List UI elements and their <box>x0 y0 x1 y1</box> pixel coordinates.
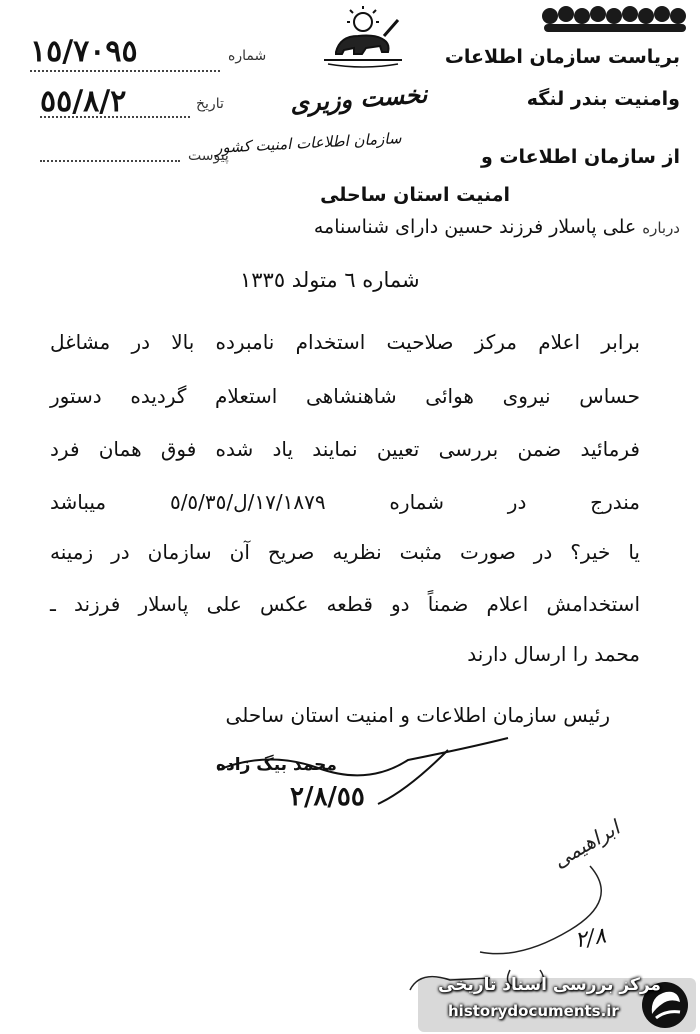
date-value: ٥٥/٨/٢ <box>40 84 127 119</box>
birth-line: شماره ٦ متولد ١٣٣٥ <box>240 268 420 292</box>
number-dotted-line <box>30 70 220 72</box>
paragraph-line-2: حساس نیروی هوائی شاهنشاهی استعلام گردیده دستور <box>50 384 640 408</box>
from-line-1: از سازمان اطلاعات و <box>480 146 680 168</box>
date-dotted-line <box>40 116 190 118</box>
number-label: شماره <box>228 48 267 64</box>
paragraph-line-7: محمد را ارسال دارند <box>467 642 640 666</box>
paragraph-line-5: یا خیر؟ در صورت مثبت نظریه صریح آن سازمان در زمینه <box>50 540 640 564</box>
ornamental-header-icon <box>540 2 690 40</box>
subject-text: علی پاسلار فرزند حسین دارای شناسنامه <box>313 216 637 238</box>
subject-label: درباره <box>642 219 680 237</box>
date-label: تاریخ <box>196 96 224 112</box>
signer-name: محمد بیگ زاده <box>216 755 337 775</box>
paragraph-line-3: فرمائید ضمن بررسی تعیین نمایند یاد شده فوق همان فرد <box>50 437 640 461</box>
prime-ministry-title: نخست وزیری <box>289 79 429 118</box>
watermark-en-text: historydocuments.ir <box>448 1002 619 1020</box>
subject-row <box>20 216 680 238</box>
paragraph-line-1: برابر اعلام مرکز صلاحیت استخدام نامبرده بالا در مشاغل <box>50 330 640 354</box>
signer-title: رئیس سازمان اطلاعات و امنیت استان ساحلی <box>225 703 610 727</box>
paragraph-line-6: استخدامش اعلام ضمناً دو قطعه عکس علی پاسلار فرزند ـ <box>50 592 640 616</box>
handwritten-note-ibrahimi: ابراهیمی <box>548 815 624 873</box>
handwritten-note-date: ٢/٨ <box>573 923 608 954</box>
addressee-line-1: بریاست سازمان اطلاعات <box>444 46 680 68</box>
number-value: ١٥/٧٠٩٥ <box>30 34 138 69</box>
signature-date: ٢/٨/٥٥ <box>290 782 365 812</box>
signature-scribble-icon <box>208 730 528 810</box>
paragraph-line-4: مندرج در شماره ١٧/١٨٧٩/ل/٥/٥/٣٥ میباشد <box>50 490 640 514</box>
addressee-line-2: وامنیت بندر لنگه <box>526 88 680 110</box>
attachment-dotted-line <box>40 160 180 162</box>
from-line-2: امنیت استان ساحلی <box>320 184 510 206</box>
attachment-label: پیوست <box>188 148 229 164</box>
handwritten-org-note: سازمان اطلاعات امنیت کشور <box>214 129 402 157</box>
lion-and-sun-emblem-icon <box>318 6 408 70</box>
watermark-fa-text: مرکز بررسی اسناد تاریخی <box>438 975 661 995</box>
